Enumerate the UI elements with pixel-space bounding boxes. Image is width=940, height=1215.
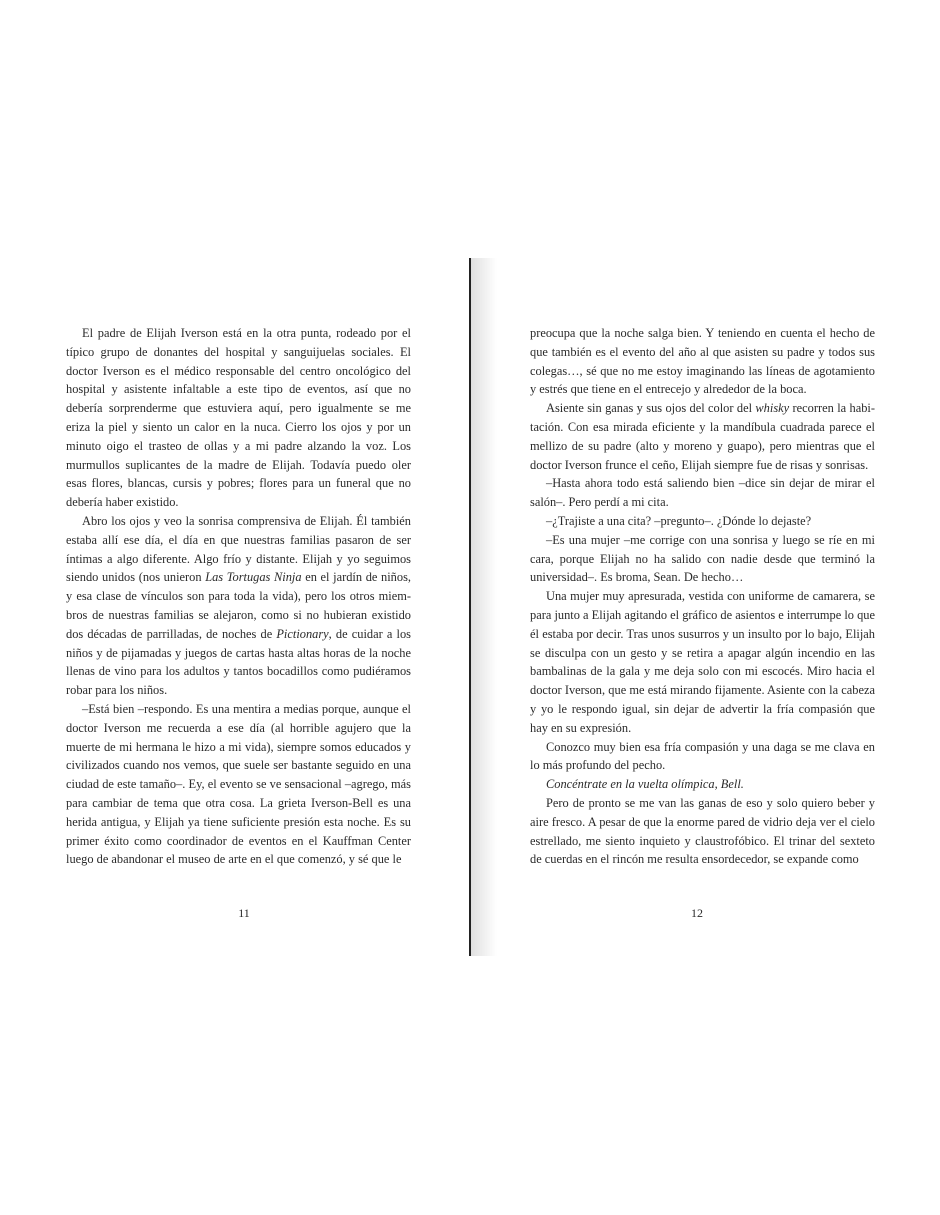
paragraph <box>530 399 875 474</box>
paragraph <box>530 587 875 737</box>
paragraph <box>530 775 875 794</box>
text-segment: Una mujer muy apresurada, vestida con uniforme de camarera, se para junto a Elijah agitando el gráfico de asientos e interrumpe lo que él estaba por decir. Tras unos susurros y un insulto por lo bajo, Elijah se disculpa con un gesto y se retira a apagar algún incendio en las bambalinas de la gala y me deja solo con mi escocés. Miro hacia el doctor Iverson, que me está mirando fijamente. Asiente con la cabeza y yo le respondo igual, sin dejar de advertir la fría compasión que hay en su expresión. <box>530 589 875 735</box>
paragraph <box>530 738 875 776</box>
paragraph <box>530 794 875 869</box>
text-segment: recorren la habitación. Con esa mirada eficiente y la mandíbula cuadrada parece el mellizo de su padre (alto y moreno y guapo), pero mientras que el doctor Iverson frunce el ceño, Elijah siempre fue de risas y sonrisas. <box>530 401 875 472</box>
text-segment: Abro los ojos y veo la sonrisa comprensiva de Elijah. Él también estaba allí ese día, el día en que nuestras familias pasaron de ser íntimas a algo diferente. Algo frío y distante. Elijah y yo seguimos siendo unidos (nos unieron <box>66 513 411 585</box>
italic-text: whisky <box>755 401 790 416</box>
text-segment: Asiente sin ganas y sus ojos del color del <box>546 401 756 416</box>
page-number-left: 11 <box>238 906 250 920</box>
paragraph <box>530 512 875 531</box>
italic-text: Pictionary <box>276 626 329 641</box>
paragraph <box>530 474 875 512</box>
italic-text: Las Tortugas Ninja <box>205 570 302 585</box>
paragraph <box>530 324 875 399</box>
text-segment: –Está bien –respondo. Es una mentira a medias porque, aunque el doctor Iverson me recuerda a ese día (al horrible agujero que la muerte de mi hermana le hizo a mi vida), siempre somos educados y civilizados cuando nos vemos, que suele ser bastante seguido en una ciudad de este tamaño–. Ey, el evento se ve sensacional –agrego, más para cambiar de tema que otra cosa. La grieta Iverson-Bell es una herida antigua, y Elijah ya tiene suficiente presión esta noche. Es su primer éxito como coordinador de eventos en el Kauffman Center luego de abandonar el museo de arte en el que comenzó, y sé que le <box>66 701 411 867</box>
paragraph <box>530 531 875 587</box>
left-page <box>66 324 411 869</box>
text-segment: Pero de pronto se me van las ganas de eso y solo quiero beber y aire fresco. A pesar de que la enorme pared de vidrio deja ver el cielo estrellado, me siento inquieto y claustrofóbico. El trinar del sexteto de cuerdas en el rincón me resulta ensordecedor, se expande como <box>530 795 875 867</box>
text-segment: –Hasta ahora todo está saliendo bien –dice sin dejar de mirar el salón–. Pero perdí a mi cita. <box>530 476 875 510</box>
page-number-right: 12 <box>691 906 703 920</box>
paragraph <box>66 700 411 869</box>
gutter-shadow <box>471 258 497 956</box>
text-segment: –Es una mujer –me corrige con una sonrisa y luego se ríe en mi cara, porque Elijah no ha salido con nadie desde que terminó la universidad–. Es broma, Sean. De hecho… <box>530 532 875 585</box>
paragraph <box>66 512 411 700</box>
text-segment: , de cuidar a los niños y de pijamadas y juegos de cartas hasta altas horas de la noche llenas de vino para los adultos y tantos bocadillos como pudiéramos robar para los niños. <box>66 626 411 698</box>
text-segment: El padre de Elijah Iverson está en la otra punta, rodeado por el típico grupo de donantes del hospital y sanguijuelas sociales. El doctor Iverson es el médico responsable del centro oncológico del hospital y asistente infaltable a este tipo de eventos, así que no debería sorprenderme que estuviera aquí, pero igualmente se me eriza la piel y siento un calor en la nuca. Cierro los ojos y por un minuto oigo el trasteo de ollas y a mi padre alzando la voz. Los murmullos suplicantes de la madre de Elijah. Todavía puedo oler esas flores, blancas, cursis y pobres; flores para un funeral que no debería haber existido. <box>66 326 411 510</box>
text-segment: preocupa que la noche salga bien. Y teniendo en cuenta el hecho de que también es el evento del año al que asisten su padre y todos sus colegas…, sé que no me estoy imaginando las líneas de agotamiento y estrés que tiene en el entrecejo y alrededor de la boca. <box>530 326 875 397</box>
right-page <box>530 324 875 869</box>
text-segment: –¿Trajiste a una cita? –pregunto–. ¿Dónde lo dejaste? <box>546 513 812 528</box>
italic-text: Concéntrate en la vuelta olímpica, Bell. <box>546 777 744 792</box>
text-segment: Conozco muy bien esa fría compasión y una daga se me clava en lo más profundo del pecho. <box>530 739 875 773</box>
text-segment: en el jardín de niños, y esa clase de vínculos son para toda la vida), pero los otros miembros de nuestras familias se alejaron, como si no hubieran existido dos décadas de parrilladas, de noches de <box>66 570 411 641</box>
paragraph <box>66 324 411 512</box>
